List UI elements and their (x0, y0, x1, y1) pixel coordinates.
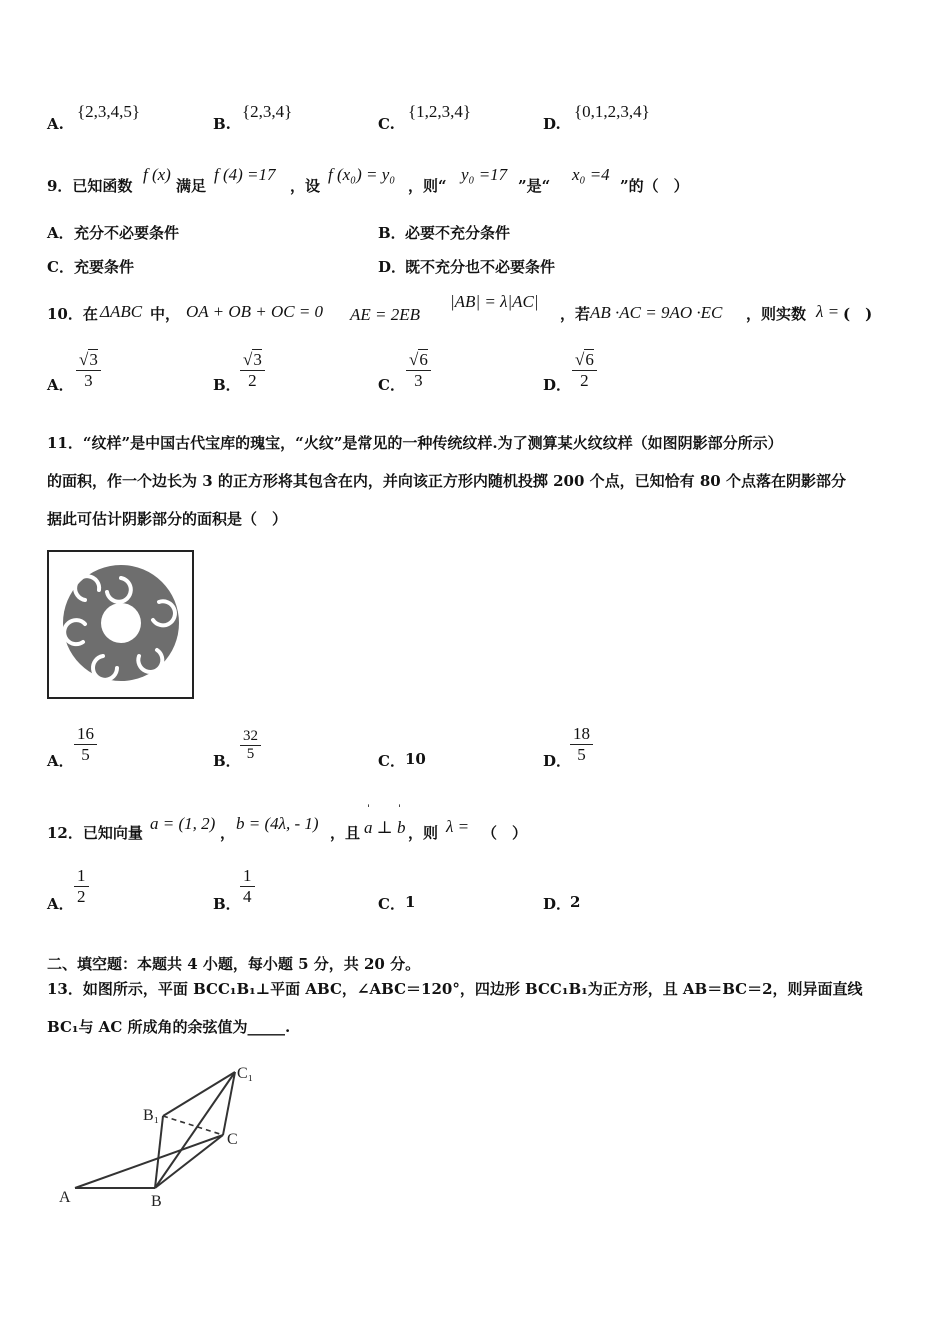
q8-option-d-value: {0,1,2,3,4} (574, 102, 650, 121)
q12-paren: （ ） (482, 824, 528, 842)
fire-pattern-figure (47, 550, 195, 700)
q12-arrow-b: ˈ (398, 803, 402, 816)
fire-pattern-center-hole (101, 603, 141, 643)
q10-expr-2: AE = 2EB (350, 305, 421, 324)
q11-option-c-value: 10 (405, 750, 426, 768)
q13-line-2: BC₁与 AC 所成角的余弦值为_____. (47, 1018, 291, 1036)
q11-line-2: 的面积，作一个边长为 3 的正方形将其包含在内，并向该正方形内随机投掷 200 个点，已知恰有 80 个点落在阴影部分 (47, 472, 846, 490)
q10-triangle: ΔABC (100, 302, 143, 321)
q11-option-a-value: $\frac{16}{5}$ (74, 724, 97, 765)
q12-option-c-value: 1 (405, 893, 416, 911)
edge-B1C1 (163, 1072, 235, 1116)
q12-arrow-a: ˈ (367, 803, 371, 816)
label-C: C (227, 1131, 238, 1148)
q10-text-3: ，则实数 (746, 305, 807, 323)
q11-option-b-value: $\frac{32}{5}$ (240, 728, 261, 763)
q10-stem-prefix: 10．在 (47, 305, 98, 323)
label-C1: C₁ (237, 1065, 254, 1082)
q8-option-a-label: A. (47, 115, 64, 133)
q12-option-b-value: $\frac{1}{4}$ (240, 866, 255, 907)
q9-option-a-text: 充分不必要条件 (74, 224, 180, 242)
q9-x0: x₀ =4 (572, 165, 610, 184)
q12-option-a-label: A． (47, 895, 74, 913)
q10-option-b-value: $\frac{√3}{2}$ (240, 350, 265, 391)
q12-lambda: λ = (446, 817, 470, 836)
q9-text-1: 满足 (176, 177, 207, 195)
q10-option-a-label: A． (47, 376, 74, 394)
q8-option-b-label: B. (213, 115, 231, 133)
q11-option-a-label: A． (47, 752, 74, 770)
q9-option-b-text: 必要不充分条件 (405, 224, 511, 242)
q9-option-d-text: 既不充分也不必要条件 (405, 258, 556, 276)
q9-y0: y₀ =17 (461, 165, 508, 184)
q9-text-4: ”是“ (518, 177, 551, 195)
q10-option-d-value: $\frac{√6}{2}$ (572, 350, 597, 391)
q9-option-d-label: D． (378, 258, 407, 276)
q10-option-c-value: $\frac{√6}{3}$ (406, 350, 431, 391)
q12-option-d-label: D． (543, 895, 572, 913)
q9-text-2: ，设 (290, 177, 321, 195)
label-A: A (59, 1189, 71, 1206)
q12-sep: ， (220, 824, 236, 842)
q11-option-b-label: B． (213, 752, 241, 770)
q10-expr-4: AB ·AC = 9AO ·EC (590, 303, 723, 322)
q12-perp: a ⊥ b (364, 818, 406, 837)
q9-option-a-label: A． (47, 224, 74, 242)
q10-text-2: ，若 (560, 305, 591, 323)
q12-option-a-value: $\frac{1}{2}$ (74, 866, 89, 907)
q8-option-c-value: {1,2,3,4} (408, 102, 472, 121)
q12-vector-b: b = (4λ, - 1) (236, 814, 319, 833)
q8-option-d-label: D. (543, 115, 561, 133)
q12-option-d-value: 2 (570, 893, 581, 911)
q10-expr-3: |AB| = λ|AC| (450, 292, 539, 311)
q10-option-c-label: C． (378, 376, 405, 394)
q11-line-1: 11．“纹样”是中国古代宝库的瑰宝，“火纹”是常见的一种传统纹样.为了测算某火纹纹样（如图阴影部分所示） (47, 434, 783, 452)
q12-text-1: ，且 (330, 824, 361, 842)
q10-option-a-value: $\frac{√3}{3}$ (76, 350, 101, 391)
q9-fx0: f (x₀) = y₀ (328, 165, 396, 184)
q9-text-5: ”的（ ） (620, 177, 689, 195)
q10-text-1: 中， (150, 305, 181, 323)
q8-option-b-value: {2,3,4} (242, 102, 293, 121)
q12-stem-prefix: 12．已知向量 (47, 824, 143, 842)
q9-option-c-label: C． (47, 258, 74, 276)
q11-option-c-label: C． (378, 752, 405, 770)
q9-f4: f (4) =17 (214, 165, 276, 184)
q10-option-d-label: D． (543, 376, 572, 394)
q12-vector-a: a = (1, 2) (150, 814, 216, 833)
q10-expr-1: OA + OB + OC = 0 (186, 302, 324, 321)
q12-option-c-label: C． (378, 895, 405, 913)
label-B: B (151, 1193, 162, 1210)
q9-text-3: ，则“ (408, 177, 447, 195)
q9-option-b-label: B． (378, 224, 406, 242)
q10-paren: ( ) (843, 305, 873, 323)
q8-option-c-label: C. (378, 115, 395, 133)
q11-line-3: 据此可估计阴影部分的面积是（ ） (47, 510, 288, 528)
q8-option-a-value: {2,3,4,5} (77, 102, 141, 121)
q11-option-d-value: $\frac{18}{5}$ (570, 724, 593, 765)
q11-option-d-label: D． (543, 752, 572, 770)
q12-text-2: ，则 (408, 824, 439, 842)
label-B1: B₁ (143, 1107, 160, 1124)
edge-BC (155, 1135, 223, 1188)
q9-fx: f (x) (143, 165, 171, 184)
q9-option-c-text: 充要条件 (74, 258, 135, 276)
q9-stem-prefix: 9．已知函数 (47, 177, 133, 195)
edge-AC (75, 1135, 223, 1188)
q12-option-b-label: B． (213, 895, 241, 913)
section-2-heading: 二、填空题：本题共 4 小题，每小题 5 分，共 20 分。 (47, 955, 421, 973)
geometry-figure (55, 1060, 275, 1210)
q10-lambda: λ = (816, 302, 840, 321)
q13-line-1: 13．如图所示，平面 BCC₁B₁⊥平面 ABC，∠ABC＝120°，四边形 BCC₁B₁为正方形，且 AB＝BC＝2，则异面直线 (47, 980, 863, 998)
q10-option-b-label: B． (213, 376, 241, 394)
